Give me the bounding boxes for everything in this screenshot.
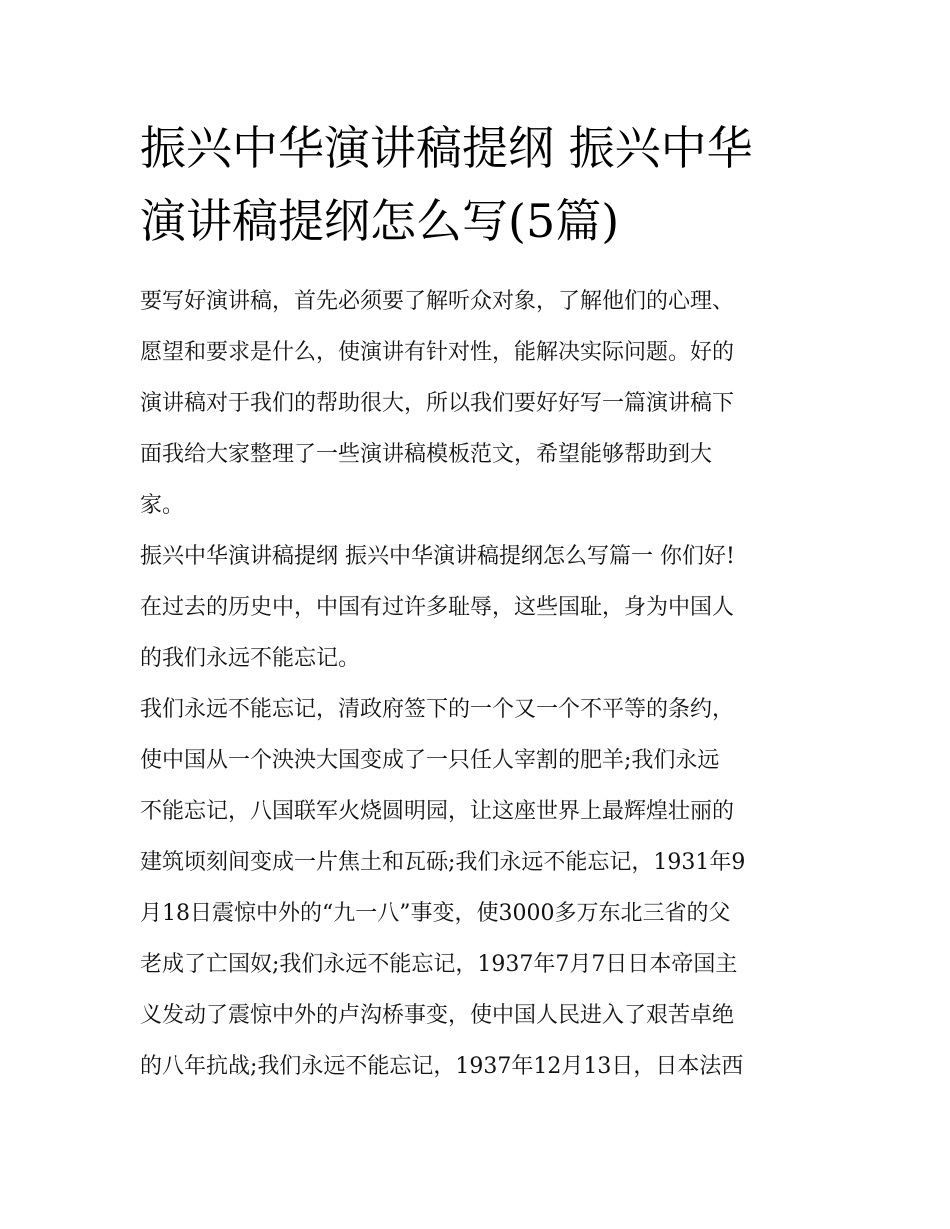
text-line: 的我们永远不能忘记。 [140,646,361,671]
text-line: 要写好演讲稿，首先必须要了解听众对象，了解他们的心理、 [140,289,735,314]
text-line: 使中国从一个泱泱大国变成了一只任人宰割的肥羊;我们永远 [140,748,720,773]
paragraph-intro [140,276,815,531]
text-line: 面我给大家整理了一些演讲稿模板范文，希望能够帮助到大 [140,442,713,467]
text-line: 演讲稿对于我们的帮助很大，所以我们要好好写一篇演讲稿下 [140,391,735,416]
text-line: 义发动了震惊中外的卢沟桥事变，使中国人民进入了艰苦卓绝 [140,1003,735,1028]
text-line: 家。 [140,493,185,518]
paragraph-essay-one-opening [140,531,815,684]
text-line: 我们永远不能忘记，清政府签下的一个又一个不平等的条约， [140,697,735,722]
text-line: 的八年抗战;我们永远不能忘记，1937年12月13日，日本法西 [140,1054,744,1079]
paragraph-never-forget [140,684,815,1092]
title-line: 振兴中华演讲稿提纲 振兴中华 [140,121,753,175]
document-body [140,276,815,1092]
text-line: 愿望和要求是什么，使演讲有针对性，能解决实际问题。好的 [140,340,735,365]
text-line: 振兴中华演讲稿提纲 振兴中华演讲稿提纲怎么写篇一 你们好! [140,544,735,569]
text-line: 老成了亡国奴;我们永远不能忘记，1937年7月7日日本帝国主 [140,952,738,977]
document-title [140,112,820,258]
title-line: 演讲稿提纲怎么写(5篇) [140,194,620,248]
text-line: 在过去的历史中，中国有过许多耻辱，这些国耻，身为中国人 [140,595,735,620]
text-line: 月18日震惊中外的“九一八”事变，使3000多万东北三省的父 [140,901,731,926]
text-line: 建筑顷刻间变成一片焦土和瓦砾;我们永远不能忘记，1931年9 [140,850,746,875]
text-line: 不能忘记，八国联军火烧圆明园，让这座世界上最辉煌壮丽的 [140,799,735,824]
